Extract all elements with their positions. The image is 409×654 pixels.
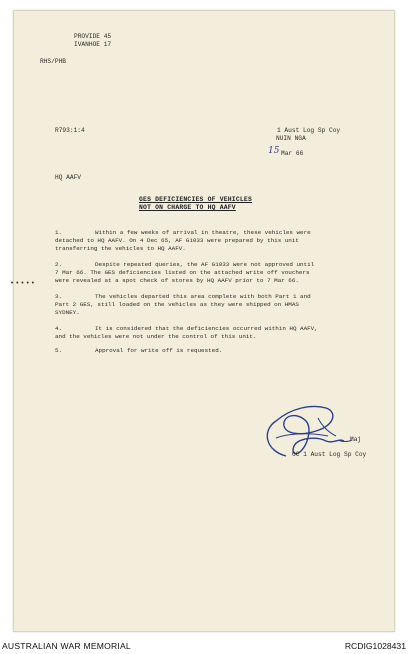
header-line-1: PROVIDE 45 (74, 33, 112, 40)
archive-footer (0, 636, 409, 654)
paragraph-number: 3. (55, 293, 63, 300)
paragraph-text: Within a few weeks of arrival in theatre, these vehicles were (95, 229, 311, 236)
unit-line-2: NUIN NGA (276, 135, 306, 142)
unit-line-1: 1 Aust Log Sp Coy (277, 127, 341, 134)
paragraph-number: 1. (55, 229, 63, 236)
addressee: HQ AAFV (55, 174, 81, 181)
header-line-2: IVANHOE 17 (74, 41, 112, 48)
paragraph-4 (55, 325, 355, 341)
paragraph-1 (55, 229, 355, 253)
paragraph-text: transferring the vehicles to HQ AAFV. (55, 245, 186, 252)
footer-source: AUSTRALIAN WAR MEMORIAL (2, 641, 131, 651)
margin-dots: ••••• (10, 280, 37, 288)
footer-record-id: RCDIG1028431 (344, 641, 406, 651)
file-reference: R793:1:4 (55, 127, 85, 134)
date-month-year: Mar 66 (281, 150, 304, 157)
reference-initials: RHS/PHB (40, 58, 66, 65)
paragraph-text: SYDNEY. (55, 309, 80, 316)
paragraph-5 (55, 347, 355, 355)
paragraph-3 (55, 293, 355, 317)
date-handwritten: 15 (268, 146, 280, 156)
paragraph-number: 4. (55, 325, 63, 332)
signature-title: OC 1 Aust Log Sp Coy (292, 451, 367, 458)
paragraph-text: Despite repeated queries, the AF G1033 were not approved until (95, 261, 315, 268)
paragraph-text: Part 2 GES, still loaded on the vehicles as they were shipped on HMAS (55, 301, 299, 308)
paragraph-text: It is considered that the deficiencies occurred within HQ AAFV, (95, 325, 318, 332)
paragraph-text: were revealed at a spot check of stores by HQ AAFV prior to 7 Mar 66. (55, 277, 299, 284)
paragraph-text: Approval for write off is requested. (95, 347, 223, 354)
paragraph-2 (55, 261, 355, 285)
document-page (10, 10, 395, 632)
paragraph-text: detached to HQ AAFV. On 4 Dec 65, AF G1033 were prepared by this unit (55, 237, 299, 244)
signature-rank: Maj (350, 436, 362, 443)
subject-line-1: GES DEFICIENCIES OF VEHICLES (139, 196, 252, 203)
paragraph-number: 2. (55, 261, 63, 268)
paragraph-text: and the vehicles were not under the control of this unit. (55, 333, 257, 340)
paragraph-number: 5. (55, 347, 63, 354)
paragraph-text: 7 Mar 66. The GES deficiencies listed on the attached write off vouchers (55, 269, 310, 276)
subject-line-2: NOT ON CHARGE TO HQ AAFV (139, 204, 236, 211)
paragraph-text: The vehicles departed this area complete with both Part 1 and (95, 293, 311, 300)
